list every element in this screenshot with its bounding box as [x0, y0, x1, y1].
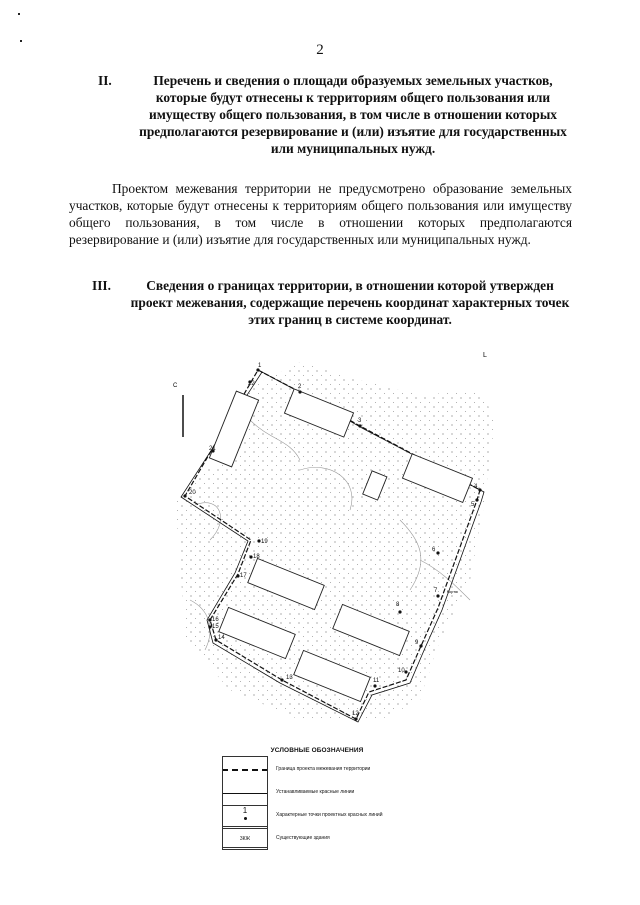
legend-label: Характерные точки проектных красных линий [276, 812, 383, 818]
boundary-point-label: 15 [212, 624, 219, 630]
boundary-point-label: 22 [248, 381, 255, 387]
boundary-point-label: 16 [212, 617, 219, 623]
legend-swatch-building: 3КЖ [222, 828, 268, 850]
section-3-title: Сведения о границах территории, в отношении которой утвержден проект межевания, содержащие перечень координат характерных точек этих границ в системе координат. [130, 278, 570, 327]
boundary-point-label: 8 [396, 602, 400, 608]
boundary-point [478, 488, 481, 491]
boundary-point-label: 3 [358, 418, 362, 424]
legend-label: Устанавливаемые красные линии [276, 789, 355, 795]
boundary-point-label: 21 [209, 446, 216, 452]
boundary-point-label: 13 [286, 675, 293, 681]
boundary-point [436, 594, 439, 597]
boundary-point [373, 684, 376, 687]
street-label: Горты [447, 589, 458, 594]
boundary-point-label: 1 [258, 363, 262, 369]
section-2-title: Перечень и сведения о площади образуемых земельных участков, которые будут отнесены к территориям общего пользования или имуществу общего пользования, в том числе в отношении которых предполагаются резервирование и (или) изъятие для государственных или муниципальных нужд. [139, 73, 567, 156]
boundary-point-label: 12 [352, 711, 359, 717]
section-2-number: II. [98, 73, 112, 88]
legend-swatch-point: 1 [222, 805, 268, 827]
legend-row-buildings [222, 828, 412, 851]
boundary-point [358, 424, 361, 427]
boundary-point-label: 7 [434, 588, 438, 594]
svg-text:С: С [173, 383, 178, 389]
boundary-point [475, 498, 478, 501]
legend [222, 747, 412, 851]
boundary-point-label: 20 [189, 490, 196, 496]
section-2-body: Проектом межевания территории не предусмотрено образование земельных участков, которые будут отнесены к территориям общего пользования или имуществу общего пользования, в том числе в отношении которых предполагаются резервирование и (или) изъятие для государственных или муниципальных нужд. [69, 181, 572, 247]
boundary-point-label: 4 [474, 484, 478, 490]
boundary-point-label: 10 [398, 668, 405, 674]
boundary-point-label: 19 [261, 539, 268, 545]
boundary-point [354, 717, 357, 720]
legend-swatch-dashed [222, 759, 268, 781]
north-arrow [173, 383, 183, 437]
boundary-point [419, 644, 422, 647]
boundary-point [404, 670, 407, 673]
legend-title: УСЛОВНЫЕ ОБОЗНАЧЕНИЯ [270, 747, 364, 754]
boundary-point-label: 9 [415, 640, 419, 646]
legend-swatch-line [222, 782, 268, 804]
legend-row-points [222, 805, 412, 828]
section-3-number: III. [92, 278, 111, 293]
boundary-point [183, 494, 186, 497]
boundary-point [298, 390, 301, 393]
legend-row-red-lines [222, 782, 412, 805]
boundary-point-label: 5 [471, 502, 475, 508]
boundary-point-label: 17 [240, 573, 247, 579]
legend-row-boundary [222, 759, 412, 782]
legend-label: Существующие здания [276, 835, 330, 841]
boundary-point [436, 551, 439, 554]
page-number: 2 [316, 42, 324, 58]
boundary-point-label: 18 [253, 554, 260, 560]
boundary-point-label: 6 [432, 547, 436, 553]
corner-label: L [483, 352, 487, 359]
boundary-point-label: 11 [373, 678, 380, 684]
boundary-point-label: 2 [298, 384, 302, 390]
boundary-point [280, 678, 283, 681]
boundary-point [398, 610, 401, 613]
boundary-point-label: 14 [218, 635, 225, 641]
legend-label: Граница проекта межевания территории [276, 766, 371, 772]
